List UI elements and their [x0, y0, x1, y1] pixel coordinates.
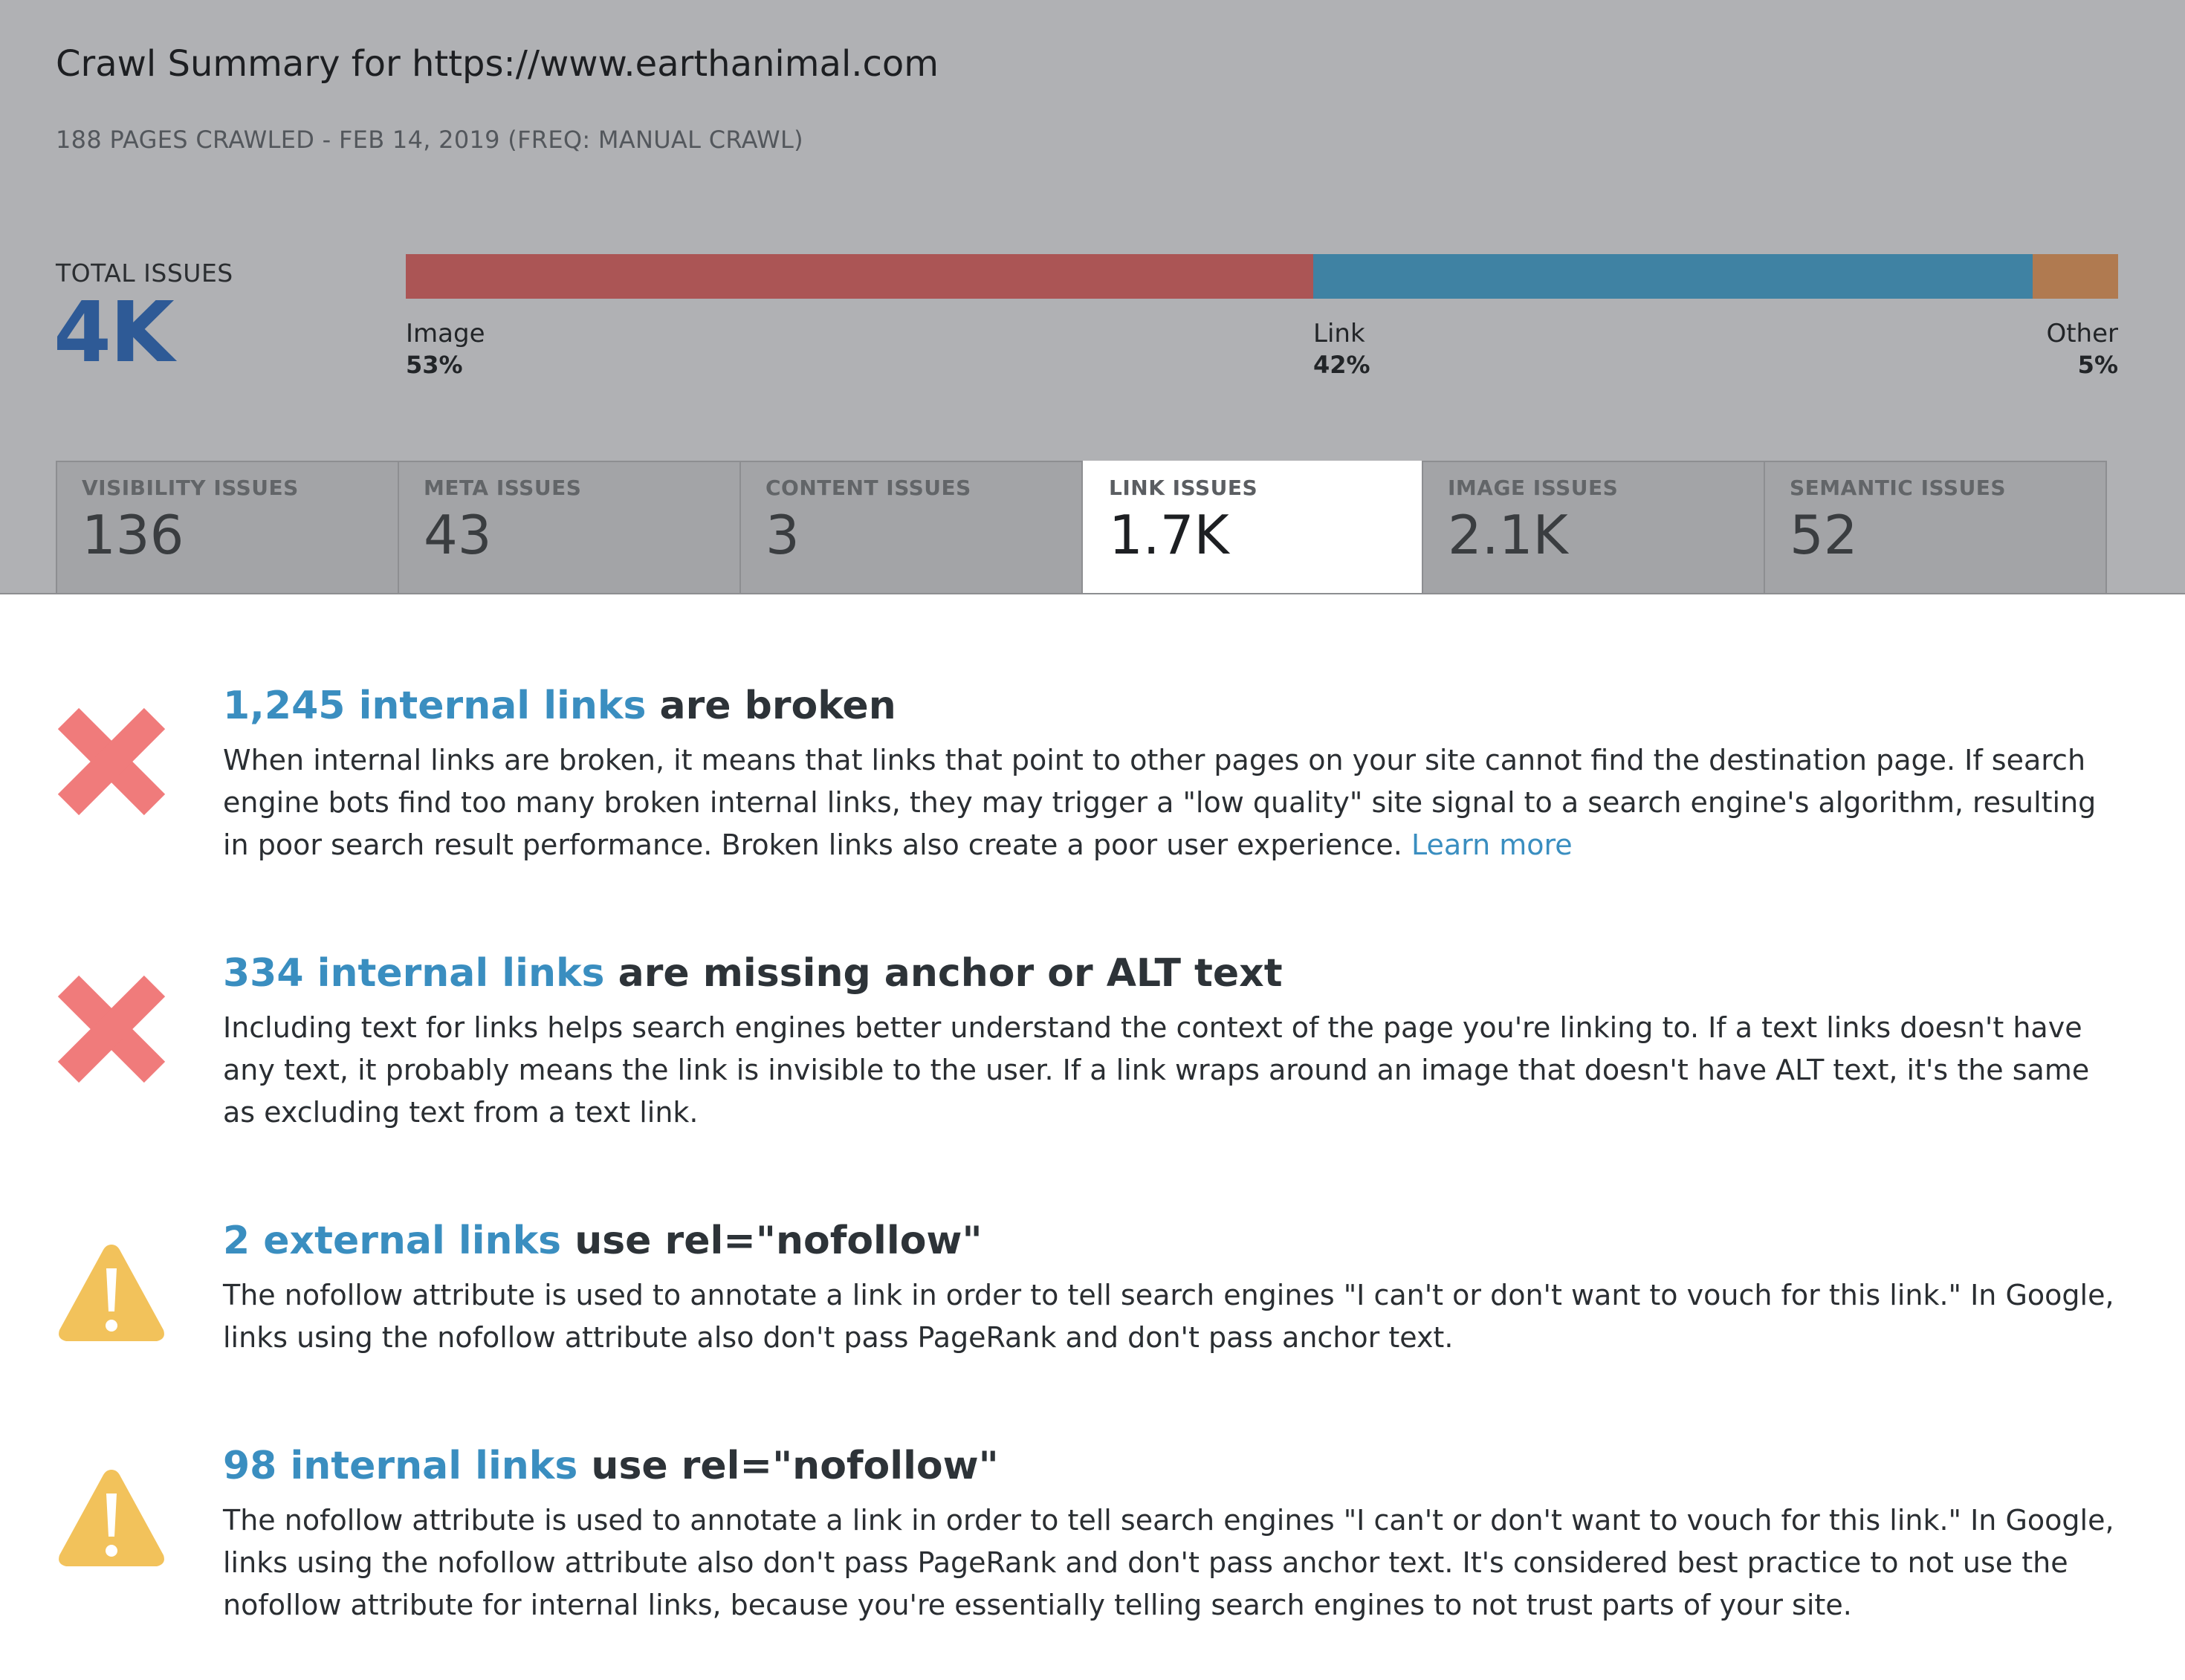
issue-description-text: The nofollow attribute is used to annotate a link in order to tell search engines "I can't or don't want to vouch for this link." In Google, links using the nofollow attribute also don't pass PageRank and don't pass anchor text.: [223, 1279, 2114, 1354]
legend-other-percent: 5%: [2077, 351, 2118, 379]
issue-description-text: When internal links are broken, it means that links that point to other pages on your site cannot find the destination page. If search engine bots find too many broken internal links, they may trigger a "low quality" site signal to a search engine's algorithm, resulting in poor search result performance. Broken links also create a poor user experience.: [223, 744, 2097, 861]
tab-visibility-issues[interactable]: [56, 461, 399, 594]
issue-description: [223, 1499, 2126, 1627]
bar-segment-other[interactable]: [2033, 254, 2118, 299]
tab-semantic-issues[interactable]: [1764, 461, 2107, 594]
issue-item-broken-links: [0, 680, 2185, 888]
tab-label: CONTENT ISSUES: [765, 476, 971, 500]
header-divider: [0, 593, 2185, 594]
legend-link-percent: 42%: [1313, 351, 1370, 379]
issue-breakdown-bar: [406, 254, 2118, 299]
tab-count: 43: [424, 504, 492, 566]
tab-count: 136: [82, 504, 184, 566]
issue-title-text: are broken: [646, 684, 896, 728]
crawl-meta: 188 PAGES CRAWLED - FEB 14, 2019 (FREQ: MANUAL CRAWL): [56, 126, 803, 154]
page-title: Crawl Summary for https://www.earthanimal.com: [56, 43, 939, 85]
issue-description: [223, 739, 2126, 866]
legend-image-percent: 53%: [406, 351, 463, 379]
legend-image-label: Image: [406, 319, 485, 348]
issue-title: [223, 947, 1283, 999]
issue-description-text: Including text for links helps search engines better understand the context of the page you're linking to. If a text links doesn't have any text, it probably means the link is invisible to the user. If a link wraps around an image that doesn't have ALT text, it's the same as excluding text from a text link.: [223, 1011, 2090, 1129]
tab-link-issues[interactable]: [1083, 461, 1423, 594]
crawl-summary-header: [0, 0, 2185, 594]
issue-category-tabs: [56, 461, 2108, 594]
total-issues-value: 4K: [54, 285, 173, 381]
tab-label: META ISSUES: [424, 476, 582, 500]
tab-count: 3: [765, 504, 800, 566]
bar-segment-image[interactable]: [406, 254, 1313, 299]
tab-count: 1.7K: [1109, 504, 1229, 566]
tab-count: 52: [1790, 504, 1858, 566]
warning-triangle-icon: [56, 1462, 167, 1574]
issue-title-text: use rel="nofollow": [577, 1444, 999, 1488]
issue-description: [223, 1274, 2126, 1359]
issue-title-text: are missing anchor or ALT text: [604, 951, 1283, 996]
issue-title: [223, 680, 896, 732]
issue-item-internal-nofollow: [0, 1440, 2185, 1648]
issue-item-missing-anchor-text: [0, 947, 2185, 1155]
tab-image-issues[interactable]: [1422, 461, 1765, 594]
issue-title: [223, 1440, 999, 1492]
error-x-icon: [56, 973, 167, 1085]
issue-count-link[interactable]: 2 external links: [223, 1219, 562, 1263]
tab-content-issues[interactable]: [739, 461, 1083, 594]
issue-count-link[interactable]: 1,245 internal links: [223, 684, 647, 728]
legend-other: [2046, 317, 2118, 380]
legend-link: [1313, 317, 1370, 380]
issue-count-link[interactable]: 334 internal links: [223, 951, 605, 996]
issue-count-link[interactable]: 98 internal links: [223, 1444, 578, 1488]
issue-item-external-nofollow: [0, 1215, 2185, 1386]
warning-triangle-icon: [56, 1237, 167, 1349]
issue-description: [223, 1007, 2126, 1134]
legend-image: [406, 317, 485, 380]
issue-description-text: The nofollow attribute is used to annotate a link in order to tell search engines "I can't or don't want to vouch for this link." In Google, links using the nofollow attribute also don't pass PageRank and don't pass anchor text. It's considered best practice to not use the nofollow attribute for internal links, because you're essentially telling search engines to not trust parts of your site.: [223, 1504, 2114, 1621]
bar-segment-link[interactable]: [1313, 254, 2033, 299]
legend-other-label: Other: [2046, 319, 2118, 348]
learn-more-link[interactable]: Learn more: [1411, 828, 1573, 861]
legend-link-label: Link: [1313, 319, 1365, 348]
error-x-icon: [56, 706, 167, 817]
total-issues-label: TOTAL ISSUES: [56, 259, 233, 288]
tab-meta-issues[interactable]: [398, 461, 741, 594]
tab-count: 2.1K: [1448, 504, 1568, 566]
tab-label: SEMANTIC ISSUES: [1790, 476, 2007, 500]
tab-label: VISIBILITY ISSUES: [82, 476, 299, 500]
tab-label: IMAGE ISSUES: [1448, 476, 1619, 500]
issue-title: [223, 1215, 983, 1267]
tab-label: LINK ISSUES: [1109, 476, 1258, 500]
issue-title-text: use rel="nofollow": [561, 1219, 983, 1263]
